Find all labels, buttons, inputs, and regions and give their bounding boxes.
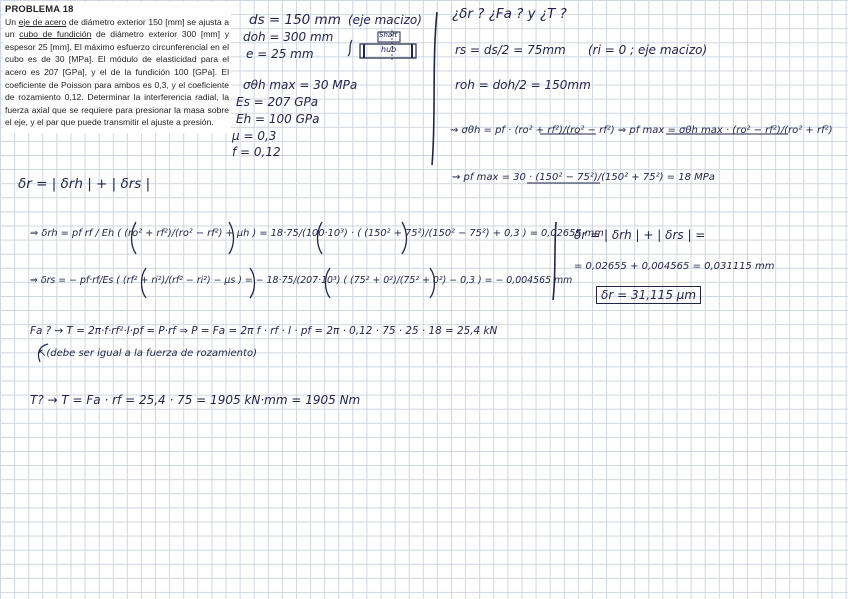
calc-roh: roh = doh/2 = 150mm: [455, 78, 591, 92]
note-fa: ↖(debe ser igual a la fuerza de rozamiento): [38, 348, 257, 359]
sketch-label-hub: hub: [381, 45, 397, 54]
given-Es: Es = 207 GPa: [236, 95, 319, 109]
problem-text-eje: eje de acero: [18, 16, 67, 27]
eq-delta-rs: ⇒ δrs = − pf·rf/Es ( (rf² + ri²)/(rf² − ri²) − μs ) = − 18·75/(207·10³) ( (75² + 0²)/(75² + 0²) − 0,3 ) = − 0,004565 mm: [30, 275, 573, 286]
given-f: f = 0,12: [232, 145, 281, 159]
result-delta-r: δr = 31,115 μm: [596, 286, 701, 304]
def-delta-r: δr = | δrh | + | δrs |: [18, 176, 151, 192]
vertical-divider: [432, 12, 437, 165]
given-mu: μ = 0,3: [232, 129, 277, 143]
calc-pf: ⇝ pf max = 30 · (150² − 75²)/(150² + 75²) = 18 MPa: [452, 172, 715, 183]
problem-text-cubo: cubo de fundición: [19, 29, 92, 40]
sum-delta-r: δr = | δrh | + | δrs | =: [574, 228, 706, 242]
problem-text-1: Un: [5, 16, 19, 27]
sum-delta-r-values: = 0,02655 + 0,004565 = 0,031115 mm: [574, 261, 775, 272]
sketch-label-shaft: Shaft: [379, 31, 398, 39]
given-e: e = 25 mm: [246, 47, 314, 61]
problem-title: PROBLEMA 18: [5, 3, 74, 14]
problem-text-3: de diámetro exterior 300 [mm] y espesor 25 [mm]. El máximo esfuerzo circunferencial en el cubo es de 30 [MPa]. El módulo de elasticidad para el acero es 207 [GPa], y el de la fundición 100 [GPa]. El coeficiente de Poisson para ambos es 0,3, y el coeficiente de rozamiento 0,12. Determinar la interferencia radial, la fuerza axial que se requiere para presionar la masa sobre el eje, y el par que puede transmitir el ajuste a presión.: [5, 29, 229, 128]
note-ri: (ri = 0 ; eje macizo): [588, 43, 708, 57]
given-ds: ds = 150 mm: [249, 12, 341, 28]
eq-delta-rh: ⇒ δrh = pf rf / Eh ( (ro² + rf²)/(ro² − rf²) + μh ) = 18·75/(100·10³) · ( (150² + 75²)/(150² − 75²) + 0,3 ) = 0,02655 mm: [30, 228, 604, 239]
question-line: ¿δr ? ¿Fa ? y ¿T ?: [452, 6, 567, 22]
eq-sigma: ⇝ σθh = pf · (ro² + rf²)/(ro² − rf²) ⇒ pf max = σθh max · (ro² − rf²)/(ro² + rf²): [450, 125, 833, 136]
given-sigma-max: σθh max = 30 MPa: [243, 78, 358, 92]
given-doh: doh = 300 mm: [243, 30, 334, 44]
eq-torque: T? → T = Fa · rf = 25,4 · 75 = 1905 kN·mm = 1905 Nm: [30, 393, 361, 407]
given-Eh: Eh = 100 GPa: [236, 112, 320, 126]
problem-text-2: de diámetro exterior 150 [mm] se ajusta a un: [5, 16, 229, 40]
note-eje-macizo: (eje macizo): [348, 13, 422, 27]
eq-fa: Fa ? → T = 2π·f·rf²·l·pf = P·rf ⇒ P = Fa = 2π f · rf · l · pf = 2π · 0,12 · 75 · 25 · 18 = 25,4 kN: [30, 325, 498, 337]
calc-rs: rs = ds/2 = 75mm: [455, 43, 566, 57]
